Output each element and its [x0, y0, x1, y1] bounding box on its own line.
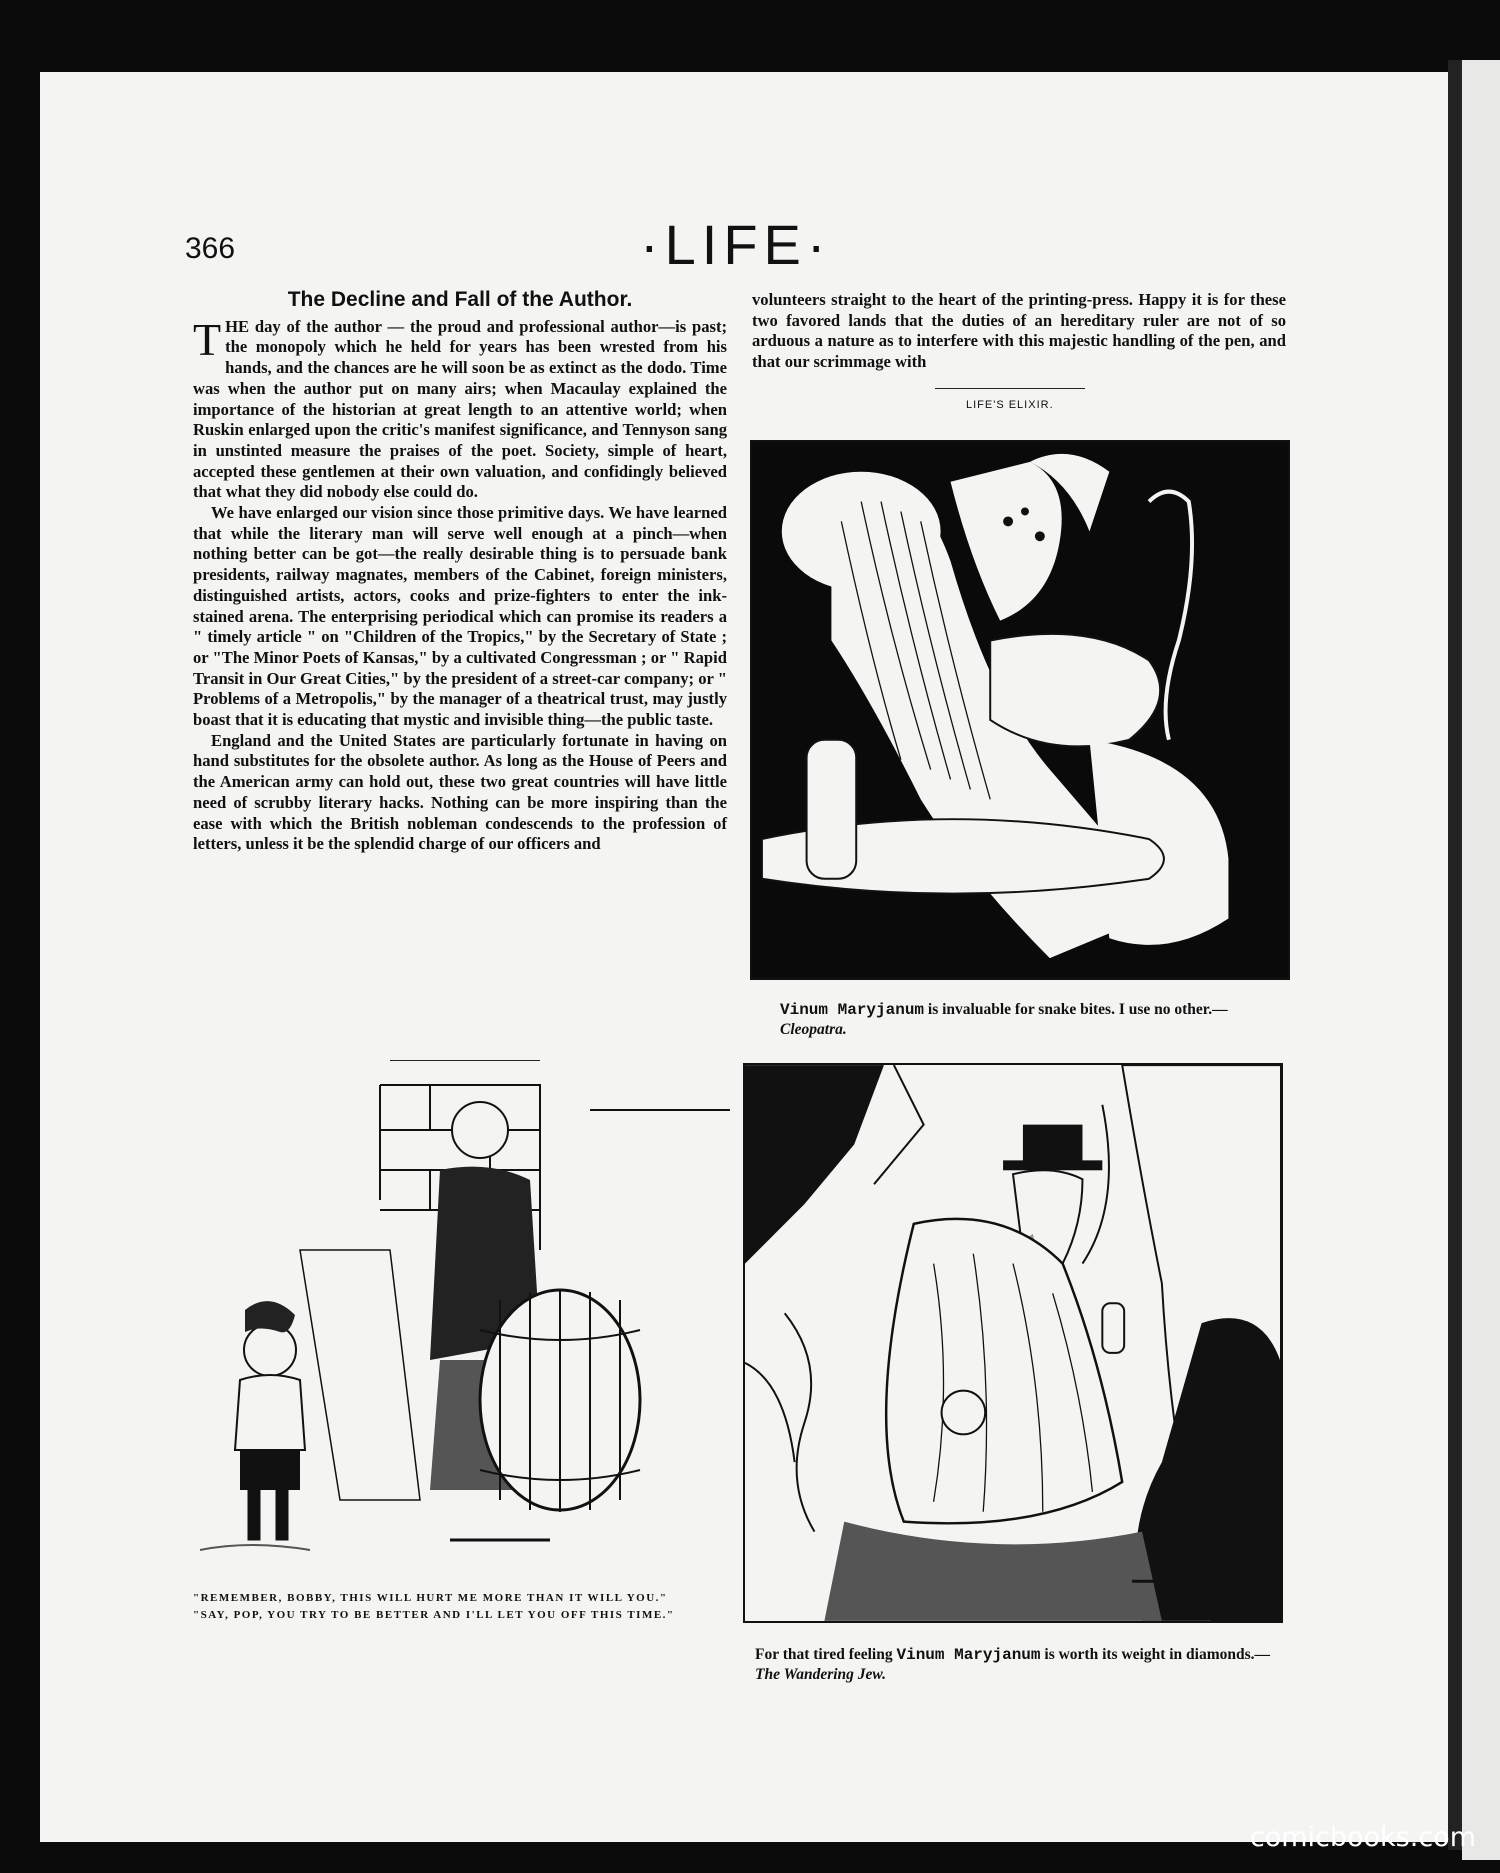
divider-rule-left	[390, 1060, 540, 1061]
article-paragraph-1: THE day of the author — the proud and professional author—is past; the monopoly which he held for years has been wrested from his hands, and the chances are he will soon be as extinct as the dodo. Time was when the author put on many airs; when Macaulay explained the importance of the historian at great length to an attentive world; when Ruskin enlarged upon the critic's manifest significance, and Tennyson sang in unstinted measure the praises of the poet. Society, simple of heart, accepted these gentlemen at their own valuation, and confidingly believed that what they did nobody else could do.	[193, 313, 727, 502]
divider-rule	[935, 388, 1085, 389]
wandering-jew-illustration	[743, 1063, 1283, 1623]
article-paragraph-3: England and the United States are particularly fortunate in having on hand substitutes for the obsolete author. As long as the House of Peers and the American army can hold out, these two great countries will have little need of scrubby literary hacks. Nothing can be more inspiring than the ease with which the British nobleman condescends to the profession of letters, unless it be the splendid charge of our officers and	[193, 730, 727, 854]
barrel-caption-line-2: "SAY, POP, YOU TRY TO BE BETTER AND I'LL LET YOU OFF THIS TIME."	[193, 1609, 675, 1621]
page-number: 366	[185, 232, 236, 265]
cleopatra-illustration	[750, 440, 1290, 980]
masthead: ·LIFE·	[640, 213, 832, 276]
article-paragraph-4: volunteers straight to the heart of the printing-press. Happy it is for these two favored lands that the duties of an hereditary ruler are not of so arduous a nature as to interfere with this majestic handling of the pen, and that our scrimmage with	[752, 290, 1286, 372]
article-column-left	[193, 290, 727, 855]
article-title: The Decline and Fall of the Author.	[287, 288, 633, 311]
article-column-right	[752, 290, 1286, 373]
book-spine	[1448, 60, 1462, 1850]
cleopatra-brand: Vinum Maryjanum	[780, 1001, 925, 1019]
barrel-cartoon	[190, 1070, 730, 1580]
wandering-jew-drawing	[745, 1065, 1281, 1621]
cleopatra-source: Cleopatra.	[780, 1021, 847, 1038]
article-paragraph-2: We have enlarged our vision since those primitive days. We have learned that while the literary man will serve well enough at a pinch—when nothing better can be got—the really desirable thing is to persuade bank presidents, railway magnates, members of the Cabinet, foreign ministers, distinguished artists, actors, cooks and prize-fighters to enter the ink-stained arena. The enterprising periodical which can promise its readers a " timely article " on "Children of the Tropics," by the Secretary of State ; or "The Minor Poets of Kansas," by a cultivated Congressman ; or " Rapid Transit in Our Great Cities," by the president of a street-car company; or " Problems of a Metropolis," by the manager of a theatrical trust, may justly boast that it is educating that mystic and invisible thing—the public taste.	[193, 503, 727, 730]
cleopatra-caption: Vinum Maryjanum is invaluable for snake bites. I use no other.—Cleopatra.	[780, 1001, 1228, 1038]
ad-heading: LIFE'S ELIXIR.	[966, 399, 1054, 411]
barrel-caption-line-1: "REMEMBER, BOBBY, THIS WILL HURT ME MORE THAN IT WILL YOU."	[193, 1592, 668, 1604]
drop-cap: T	[193, 313, 222, 365]
barrel-drawing	[190, 1070, 730, 1580]
wandering-jew-caption: For that tired feeling Vinum Maryjanum is worth its weight in diamonds.—The Wandering Jew.	[755, 1646, 1271, 1683]
wandering-jew-brand: Vinum Maryjanum	[896, 1646, 1041, 1664]
facing-page-edge	[1462, 60, 1500, 1860]
wandering-jew-source: The Wandering Jew.	[755, 1666, 887, 1683]
barrel-caption	[193, 1590, 733, 1624]
site-watermark: comicbooks.com	[1249, 1822, 1476, 1853]
cleopatra-drawing	[752, 442, 1288, 978]
